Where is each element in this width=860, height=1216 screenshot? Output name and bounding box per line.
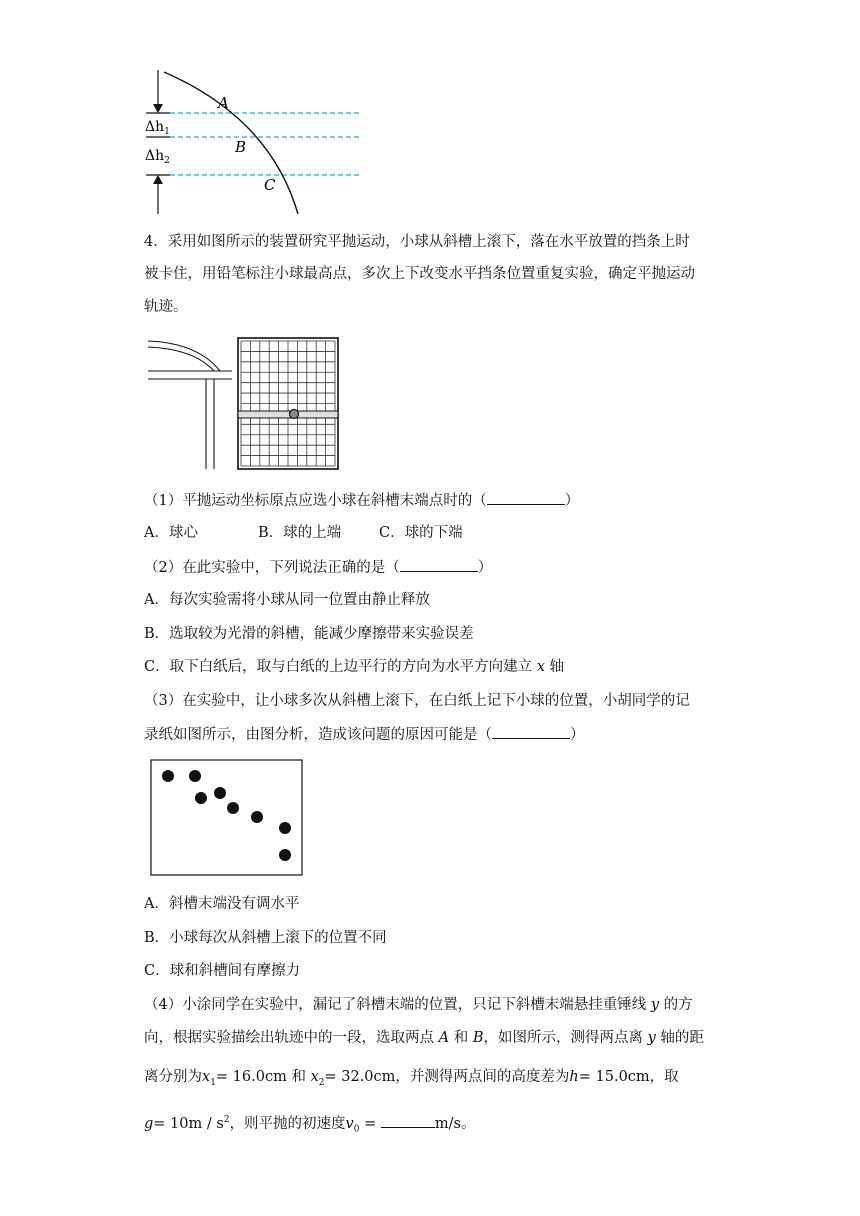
dot-8 — [279, 849, 291, 861]
p1-option-a[interactable]: A．球心 — [144, 525, 198, 541]
p3-answer-blank[interactable] — [492, 724, 570, 739]
p1-options — [144, 523, 463, 543]
p3-question-line1: （3）在实验中，让小球多次从斜槽上滚下，在白纸上记下小球的位置，小胡同学的记 — [144, 693, 690, 709]
p3-option-a[interactable]: A．斜槽末端没有调水平 — [144, 896, 300, 912]
p3-option-b[interactable]: B．小球每次从斜槽上滚下的位置不同 — [144, 930, 387, 946]
p1-question: （1）平抛运动坐标原点应选小球在斜槽末端点时的（ ） — [144, 490, 579, 511]
p2-option-b[interactable]: B．选取较为光滑的斜槽，能减少摩擦带来实验误差 — [144, 626, 474, 642]
dot-4 — [214, 787, 226, 799]
dot-6 — [251, 811, 263, 823]
p1-answer-blank[interactable] — [487, 490, 565, 505]
ball — [290, 410, 299, 419]
p1-option-c[interactable]: C．球的下端 — [379, 525, 463, 541]
label-C: C — [264, 176, 276, 194]
p4-answer-blank[interactable] — [381, 1113, 435, 1128]
p4-line1: （4）小涂同学在实验中，漏记了斜槽末端的位置，只记下斜槽末端悬挂重锤线 y 的方 — [144, 997, 693, 1013]
p4-line4: $g= 10m / s^2$，则平抛的初速度$v_0 = m/s$。 — [144, 1110, 475, 1140]
arrow-top-head — [153, 104, 163, 113]
catch-bar — [238, 411, 338, 418]
label-dh2: $\Delta h_2$ — [145, 148, 170, 166]
q4-number: 4． — [144, 234, 168, 250]
p1-option-b[interactable]: B．球的上端 — [258, 525, 342, 541]
apparatus-figure — [148, 333, 344, 473]
dot-2 — [189, 770, 201, 782]
ramp-inner — [148, 347, 214, 371]
trajectory-figure — [140, 68, 370, 218]
arrow-bottom-head — [153, 175, 163, 184]
grid-lines — [241, 341, 335, 466]
p2-answer-blank[interactable] — [400, 557, 478, 572]
q4-stem-line1: 4．采用如图所示的装置研究平抛运动，小球从斜槽上滚下，落在水平放置的挡条上时 — [144, 234, 690, 250]
dot-5 — [227, 802, 239, 814]
p3-option-c[interactable]: C．球和斜槽间有摩擦力 — [144, 963, 301, 979]
p4-line2: 向，根据实验描绘出轨迹中的一段，选取两点 A 和 B，如图所示，测得两点离 y 轴的距 — [144, 1030, 704, 1046]
trajectory-curve — [164, 72, 298, 214]
p2-question: （2）在此实验中，下列说法正确的是（ ） — [144, 557, 492, 578]
label-dh1: $\Delta h_1$ — [145, 119, 170, 137]
record-paper-figure — [150, 759, 304, 877]
p2-option-a[interactable]: A．每次实验需将小球从同一位置由静止释放 — [144, 592, 430, 608]
dot-1 — [162, 770, 174, 782]
dot-7 — [279, 822, 291, 834]
p3-question-line2: 录纸如图所示，由图分析，造成该问题的原因可能是（ ） — [144, 724, 585, 745]
q4-stem-line3: 轨迹。 — [144, 299, 188, 315]
label-B: B — [235, 138, 247, 156]
p2-option-c[interactable]: C．取下白纸后，取与白纸的上边平行的方向为水平方向建立 x 轴 — [144, 659, 564, 675]
p4-line3: 离分别为$x_1= 16.0cm$ 和 $x_2= 32.0cm$，并测得两点间的高度差为h= 15.0cm，取 — [144, 1069, 679, 1088]
q4-stem-line2: 被卡住，用铅笔标注小球最高点，多次上下改变水平挡条位置重复实验，确定平抛运动 — [144, 266, 695, 282]
label-A: A — [218, 94, 229, 112]
dot-3 — [195, 792, 207, 804]
